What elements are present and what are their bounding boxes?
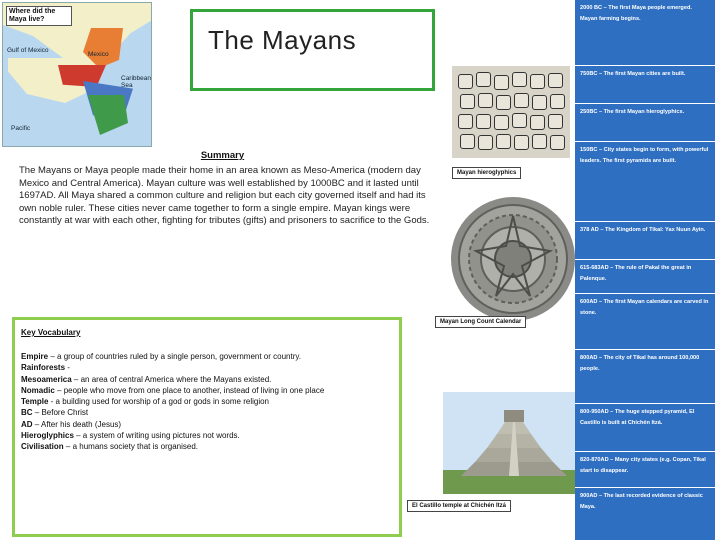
maya-region-map [2,2,152,147]
timeline-entry-text: 800AD – The city of Tikal has around 100,000 people. [580,355,700,372]
map-label-caribbean: Caribbean Sea [121,75,151,89]
timeline-entry [575,142,715,222]
vocab-item [21,407,393,418]
timeline-entry [575,294,715,350]
timeline-entry [575,66,715,104]
vocabulary-heading: Key Vocabulary [21,328,81,337]
timeline-entry [575,0,715,66]
timeline-entry [575,222,715,260]
timeline-panel [575,0,715,540]
timeline-entry-text: 150BC – City states begin to form, with powerful leaders. The first pyramids are built. [580,147,709,164]
map-label-gulf: Gulf of Mexico [7,47,49,54]
el-castillo-image [443,392,585,494]
vocab-item [21,430,393,441]
guatemala-region [88,95,128,135]
timeline-entry-text: 900AD – The last recorded evidence of classic Maya. [580,493,703,510]
summary-section [15,150,430,275]
timeline-entry [575,350,715,404]
timeline-entry-text: 800-950AD – The huge stepped pyramid, El Castillo is built at Chichén Itzá. [580,409,695,426]
timeline-entry [575,452,715,488]
vocab-definition: – a humans society that is organised. [63,442,198,452]
page-title: The Mayans [208,25,357,55]
map-label-mexico: Mexico [88,51,109,58]
vocab-term: Civilisation [21,442,64,452]
vocab-item [21,362,393,373]
vocab-term: BC [21,408,33,418]
timeline-entry-text: 378 AD – The Kingdom of Tikal: Yax Nuun Ayin. [580,227,706,233]
vocab-item [21,374,393,385]
summary-heading: Summary [200,150,245,161]
vocab-definition: – people who move from one place to another, instead of living in one place [54,385,325,395]
vocab-definition: – a group of countries ruled by a single person, government or country. [48,352,302,361]
map-label-pacific: Pacific [11,125,31,132]
vocab-item [21,351,393,362]
timeline-entry-text: 600AD – The first Mayan calendars are carved in stone. [580,299,709,316]
title-box [190,9,435,91]
timeline-entry-text: 820-870AD – Many city states (e.g. Copan, Tikal start to disappear. [580,457,706,474]
vocabulary-list [21,351,393,453]
calendar-stone-image [450,196,576,322]
timeline-entry-text: 750BC – The first Mayan cities are built. [580,71,686,77]
vocab-definition: – an area of central America where the Mayans existed. [71,374,272,384]
timeline-entry-text: 615-683AD – The rule of Pakal the great in Palenque. [580,265,692,282]
vocab-definition: - a building used for worship of a god or gods in some religion [48,397,269,407]
vocab-item [21,396,393,407]
vocab-item [21,385,393,396]
calendar-caption: Mayan Long Count Calendar [435,316,526,328]
vocab-item [21,441,393,452]
vocab-term: Rainforests [21,363,66,373]
vocab-term: Temple [21,397,49,407]
summary-text: The Mayans or Maya people made their home in an area known as Meso-America (modern day Mexico and Central America). Mayan culture was well established by 1000BC and it lasted until 1697AD. All Maya shared a common culture and religion but each city governed itself and had its own noble ruler. These cities never came together to form a single empire. Mayan kings were constantly at war with each other, fighting for tributes (gifts) and prisoners to sacrifice to the Gods. [19,165,430,227]
el-castillo-caption: El Castillo temple at Chichén Itzá [407,500,511,512]
vocab-term: Nomadic [21,385,55,395]
timeline-entry [575,104,715,142]
vocab-term: Empire [21,352,49,361]
vocab-definition: – a system of writing using pictures not words. [73,431,240,441]
vocabulary-box [12,317,402,537]
timeline-entry-text: 250BC – The first Mayan hieroglyphics. [580,109,685,115]
vocab-definition: – After his death (Jesus) [32,419,122,429]
vocab-definition: - [65,363,70,373]
vocab-item [21,419,393,430]
timeline-entry [575,404,715,452]
vocab-definition: – Before Christ [32,408,89,418]
vocab-term: Mesoamerica [21,374,72,384]
hieroglyphics-image [452,66,570,158]
timeline-entry [575,488,715,540]
timeline-entry-text: 2000 BC – The first Maya people emerged. Mayan farming begins. [580,5,692,22]
vocab-term: AD [21,419,33,429]
timeline-entry [575,260,715,294]
map-question: Where did the Maya live? [6,6,72,26]
vocab-term: Hieroglyphics [21,431,74,441]
hieroglyphics-caption: Mayan hieroglyphics [452,167,521,179]
